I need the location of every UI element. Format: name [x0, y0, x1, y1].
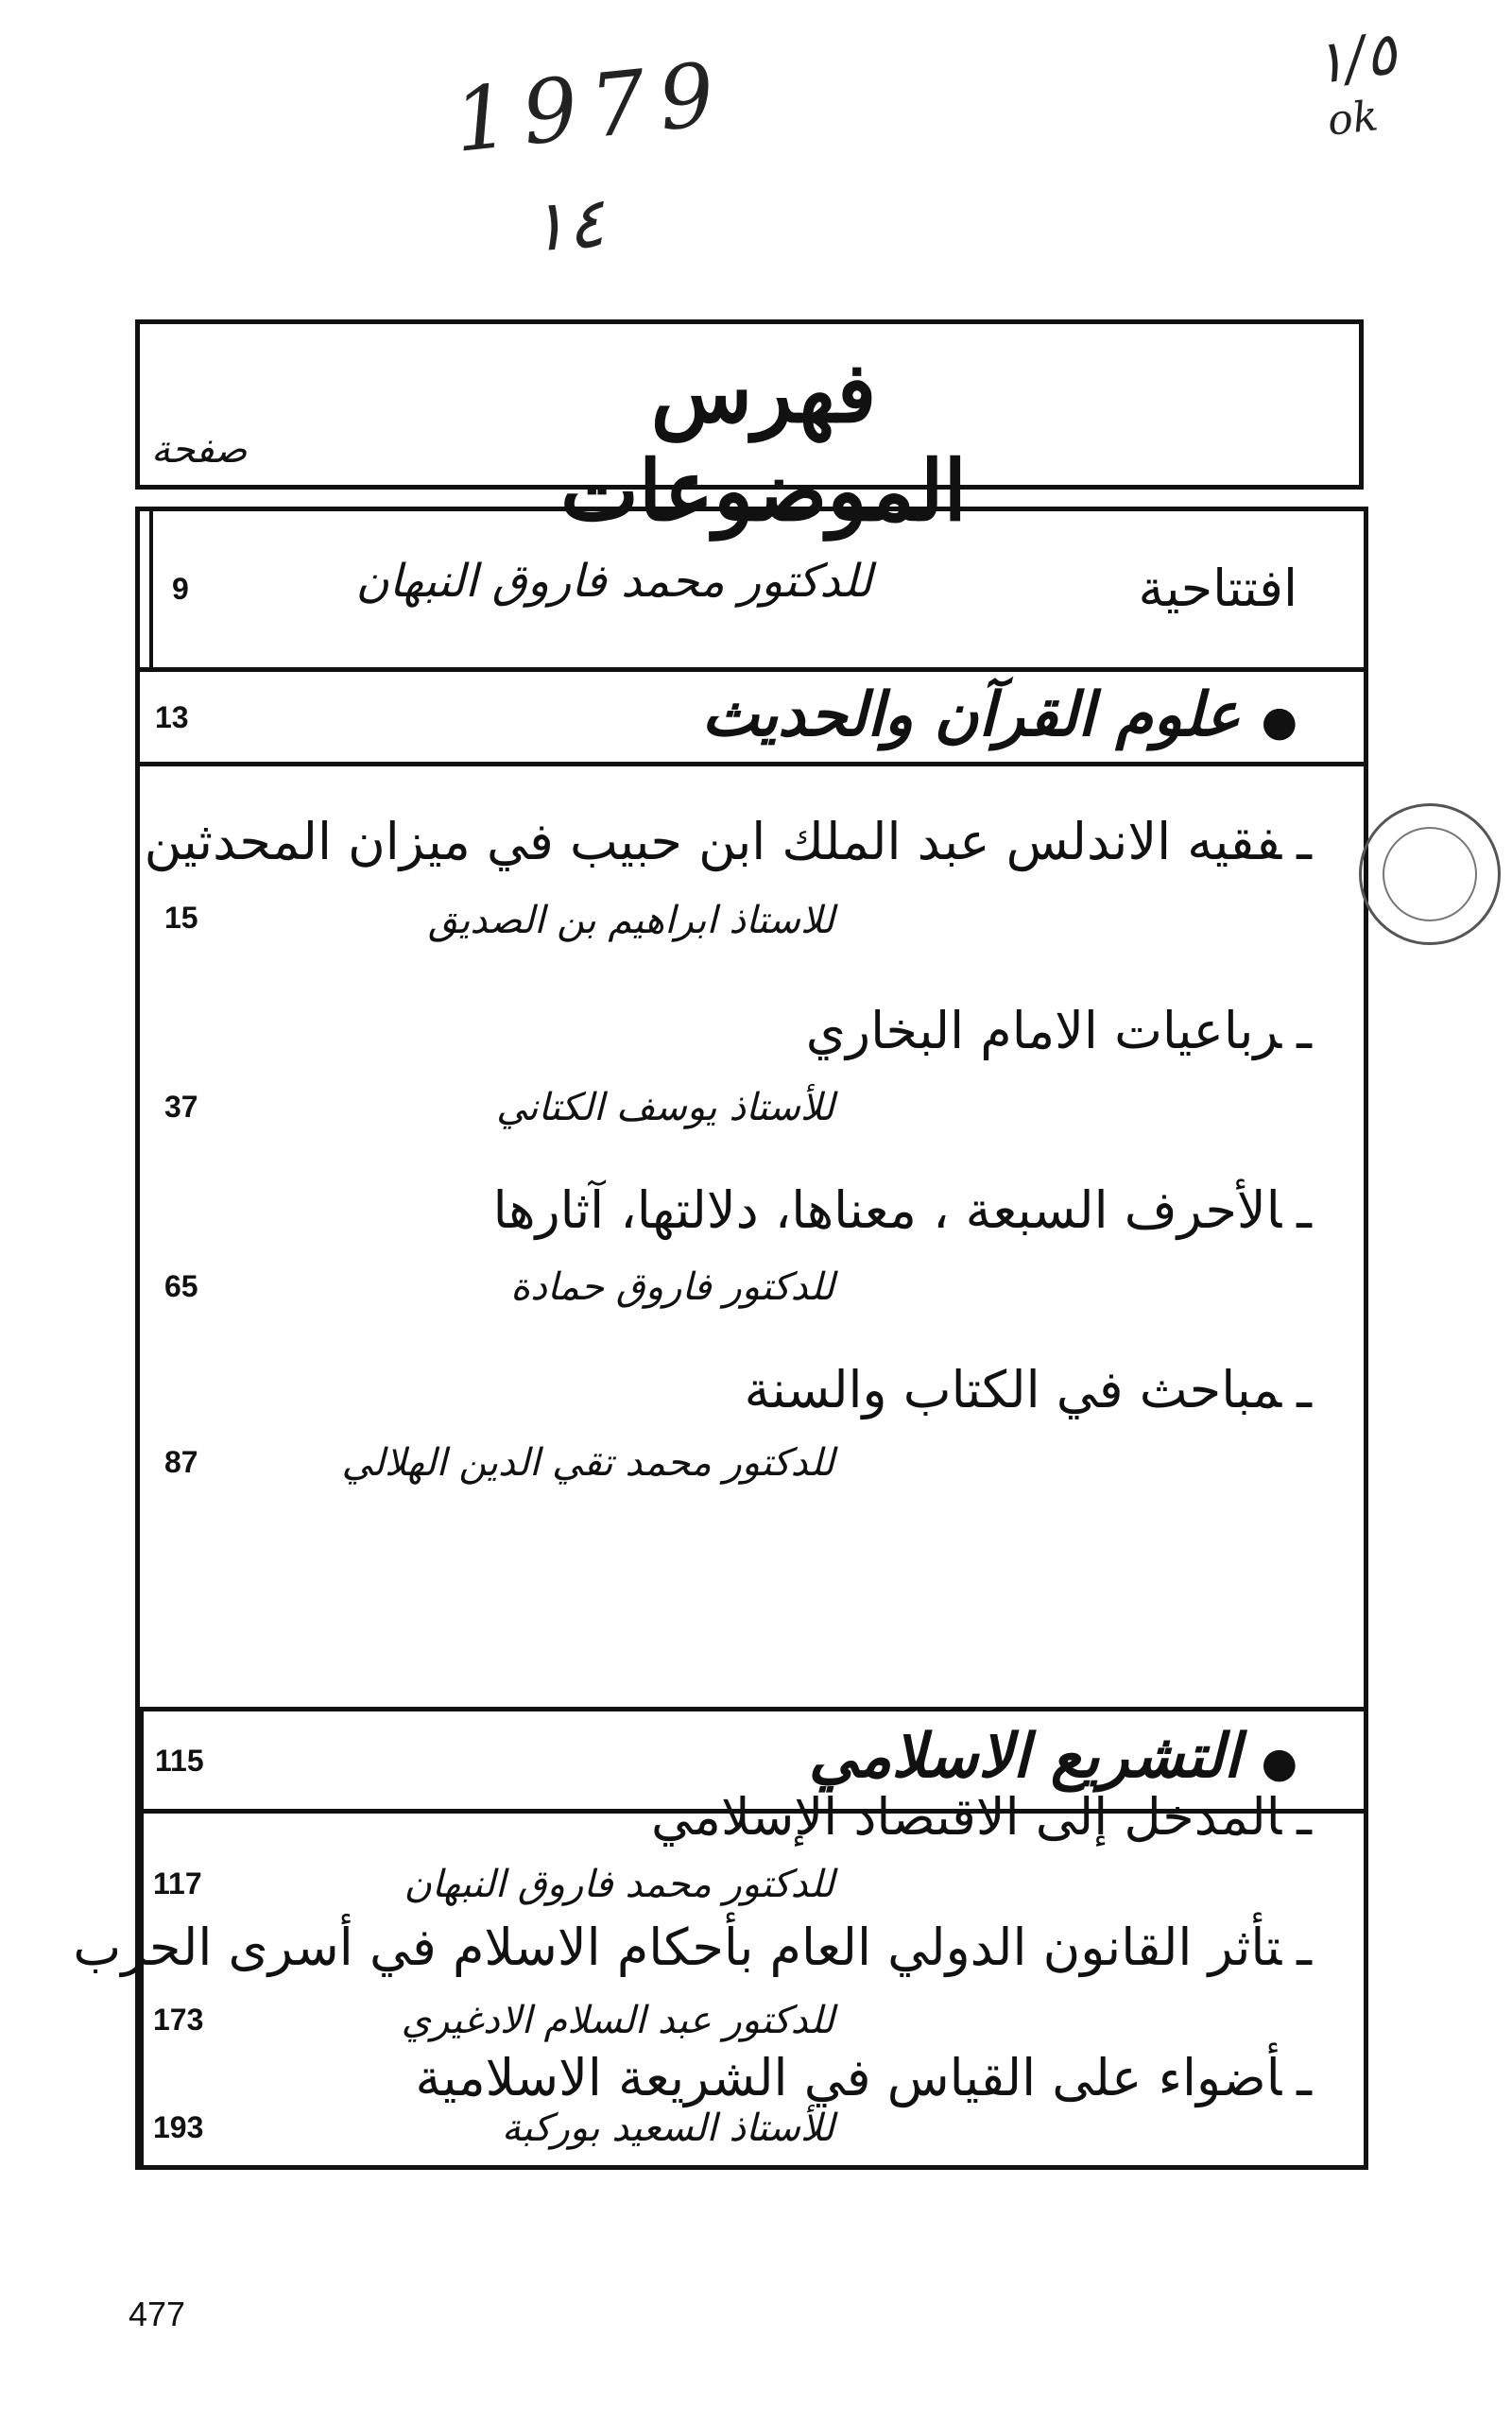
- section-title: [701, 679, 1297, 750]
- section-title-text: علوم القرآن والحديث: [701, 679, 1241, 750]
- handwritten-corner-mark: ١/٥: [1309, 18, 1401, 98]
- article-page-number: 37: [164, 1090, 198, 1124]
- article-author: للأستاذ السعيد بوركبة: [501, 2107, 834, 2150]
- article-author: للدكتور عبد السلام الادغيري: [401, 1999, 834, 2042]
- page-column-rule: [140, 1814, 144, 2165]
- handwritten-issue: ١٤: [526, 181, 608, 268]
- article-title[interactable]: ـالمدخل إلى الاقتصاد الإسلامي: [651, 1787, 1312, 1847]
- header-box: [135, 319, 1364, 540]
- article-title[interactable]: ـالأحرف السبعة ، معناها، دلالتها، آثارها: [492, 1180, 1312, 1240]
- section-body-islamic-law: [73, 1787, 1364, 2165]
- article-title[interactable]: ـرباعيات الامام البخاري: [805, 1001, 1312, 1060]
- article-author: للاستاذ ابراهيم بن الصديق: [427, 899, 834, 942]
- section-page-number: 13: [155, 700, 189, 734]
- article-page-number: 15: [164, 901, 198, 935]
- article-author: للدكتور محمد تقي الدين الهلالي: [341, 1441, 834, 1485]
- intro-page-number: 9: [172, 572, 189, 606]
- page-title: فهرس الموضوعات: [560, 343, 967, 540]
- article-author: للأستاذ يوسف الكتاني: [496, 1086, 834, 1129]
- article-title[interactable]: ـمباحث في الكتاب والسنة: [744, 1360, 1312, 1419]
- article-author: للدكتور فاروق حمادة: [510, 1265, 834, 1309]
- page-column-label: صفحة: [151, 428, 248, 472]
- bullet-icon: ●: [1261, 697, 1297, 746]
- section-row-quran-hadith[interactable]: [140, 672, 1364, 766]
- article-title[interactable]: ـفقيه الاندلس عبد الملك ابن حبيب في ميزان المحدثين: [144, 812, 1312, 871]
- page-column-rule: [149, 511, 153, 667]
- article-page-number: 117: [153, 1866, 202, 1900]
- section-body-quran-hadith: [140, 766, 1364, 1711]
- article-page-number: 193: [153, 2110, 204, 2144]
- contents-frame: [73, 507, 1368, 2170]
- section-page-number: 115: [155, 1744, 204, 1778]
- library-stamp-icon: [1359, 803, 1501, 945]
- intro-row[interactable]: [140, 511, 1364, 672]
- article-page-number: 87: [164, 1445, 198, 1479]
- section-title: [809, 1721, 1297, 1792]
- article-author: للدكتور محمد فاروق النبهان: [404, 1863, 834, 1906]
- article-title[interactable]: ـأضواء على القياس في الشريعة الاسلامية: [415, 2048, 1312, 2107]
- page-number-footer: 477: [129, 2295, 186, 2333]
- bullet-icon: ●: [1261, 1739, 1297, 1787]
- article-page-number: 173: [153, 2003, 204, 2037]
- article-page-number: 65: [164, 1269, 198, 1303]
- handwritten-ok: ok: [1325, 92, 1381, 146]
- article-title[interactable]: ـتأثر القانون الدولي العام بأحكام الاسلام في أسرى الحرب: [73, 1918, 1312, 1977]
- page-column-rule: [140, 1711, 144, 1809]
- intro-title: افتتاحية: [1138, 559, 1297, 618]
- stamp-inner-ring: [1383, 827, 1477, 921]
- handwritten-year: 1979: [449, 43, 732, 172]
- intro-author: للدكتور محمد فاروق النبهان: [355, 555, 872, 608]
- section-title-text: التشريع الاسلامي: [808, 1721, 1241, 1792]
